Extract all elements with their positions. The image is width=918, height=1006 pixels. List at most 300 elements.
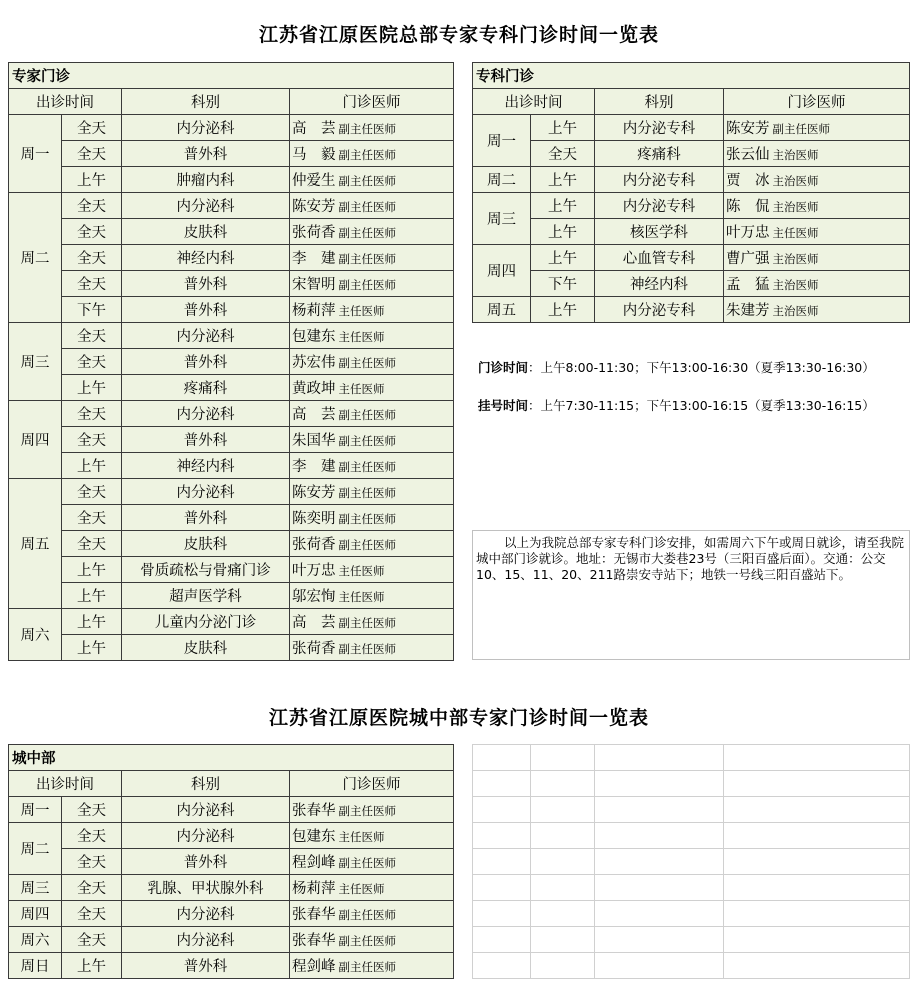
empty-cell xyxy=(531,745,595,771)
doctor-name: 宋智明 xyxy=(292,277,336,293)
doctor-cell xyxy=(290,297,454,323)
doctor-name: 张荷香 xyxy=(292,537,336,553)
dept-cell: 内分泌科 xyxy=(122,823,290,849)
doctor-title: 副主任医师 xyxy=(338,278,396,292)
doctor-title: 副主任医师 xyxy=(338,642,396,656)
empty-cell xyxy=(473,823,531,849)
empty-cell xyxy=(531,823,595,849)
header-time: 出诊时间 xyxy=(9,771,122,797)
doctor-title: 副主任医师 xyxy=(338,356,396,370)
doctor-title: 主治医师 xyxy=(772,304,819,318)
doctor-name: 贾 冰 xyxy=(726,173,770,189)
dept-cell: 普外科 xyxy=(122,271,290,297)
doctor-name: 李 建 xyxy=(292,251,336,267)
main-title: 江苏省江原医院总部专家专科门诊时间一览表 xyxy=(258,24,659,46)
doctor-name: 曹广强 xyxy=(726,251,770,267)
time-cell: 下午 xyxy=(531,271,595,297)
dept-cell: 内分泌科 xyxy=(122,323,290,349)
table-row xyxy=(9,927,454,953)
doctor-cell xyxy=(290,797,454,823)
dept-cell: 神经内科 xyxy=(122,245,290,271)
empty-row xyxy=(473,875,910,901)
doctor-name: 叶万忠 xyxy=(726,225,770,241)
empty-cell xyxy=(595,875,724,901)
doctor-title: 副主任医师 xyxy=(338,122,396,136)
dept-cell: 内分泌科 xyxy=(122,927,290,953)
time-cell: 全天 xyxy=(62,193,122,219)
time-cell: 全天 xyxy=(62,505,122,531)
table-row xyxy=(473,167,910,193)
doctor-name: 叶万忠 xyxy=(292,563,336,579)
day-cell: 周一 xyxy=(9,115,62,193)
dept-cell: 内分泌科 xyxy=(122,901,290,927)
table-row xyxy=(473,219,910,245)
empty-cell xyxy=(531,927,595,953)
empty-row xyxy=(473,771,910,797)
time-cell: 全天 xyxy=(62,927,122,953)
day-cell: 周二 xyxy=(9,823,62,875)
table-row xyxy=(9,141,454,167)
table-row xyxy=(473,193,910,219)
empty-cell xyxy=(724,849,910,875)
doctor-title: 主任医师 xyxy=(338,590,385,604)
time-cell: 全天 xyxy=(62,401,122,427)
time-cell: 上午 xyxy=(531,219,595,245)
doctor-name: 马 毅 xyxy=(292,147,336,163)
clinic-hours-label: 门诊时间 xyxy=(478,360,529,375)
doctor-name: 黄政坤 xyxy=(292,381,336,397)
doctor-title: 主任医师 xyxy=(772,226,819,240)
time-cell: 全天 xyxy=(62,349,122,375)
empty-cell xyxy=(595,927,724,953)
table-row xyxy=(9,557,454,583)
doctor-cell xyxy=(290,927,454,953)
table-row xyxy=(9,427,454,453)
empty-cell xyxy=(531,771,595,797)
doctor-name: 陈安芳 xyxy=(292,485,336,501)
doctor-name: 包建东 xyxy=(292,329,336,345)
time-cell: 全天 xyxy=(62,427,122,453)
empty-cell xyxy=(724,745,910,771)
empty-cell xyxy=(473,875,531,901)
header-doctor: 门诊医师 xyxy=(290,771,454,797)
table-row xyxy=(9,349,454,375)
time-cell: 上午 xyxy=(62,453,122,479)
doctor-title: 副主任医师 xyxy=(338,538,396,552)
time-cell: 全天 xyxy=(62,531,122,557)
empty-cell xyxy=(595,797,724,823)
doctor-name: 张春华 xyxy=(292,803,336,819)
header-dept: 科别 xyxy=(595,89,724,115)
empty-row xyxy=(473,953,910,979)
doctor-name: 高 芸 xyxy=(292,407,336,423)
table-row xyxy=(9,323,454,349)
doctor-title: 主任医师 xyxy=(338,382,385,396)
table-row xyxy=(9,297,454,323)
empty-cell xyxy=(724,927,910,953)
day-cell: 周三 xyxy=(9,323,62,401)
doctor-name: 朱国华 xyxy=(292,433,336,449)
doctor-cell xyxy=(724,141,910,167)
dept-cell: 疼痛科 xyxy=(595,141,724,167)
doctor-title: 主治医师 xyxy=(772,252,819,266)
doctor-cell xyxy=(290,141,454,167)
time-cell: 全天 xyxy=(62,875,122,901)
dept-cell: 内分泌专科 xyxy=(595,167,724,193)
empty-row xyxy=(473,797,910,823)
dept-cell: 内分泌科 xyxy=(122,115,290,141)
dept-cell: 内分泌科 xyxy=(122,797,290,823)
dept-cell: 内分泌专科 xyxy=(595,297,724,323)
dept-cell: 肿瘤内科 xyxy=(122,167,290,193)
doctor-title: 主任医师 xyxy=(338,882,385,896)
dept-cell: 皮肤科 xyxy=(122,219,290,245)
empty-cell xyxy=(531,849,595,875)
hours-info xyxy=(478,358,908,434)
table-row xyxy=(9,953,454,979)
section-label: 专科门诊 xyxy=(473,63,910,89)
table-row xyxy=(473,271,910,297)
doctor-name: 张春华 xyxy=(292,933,336,949)
dept-cell: 内分泌专科 xyxy=(595,193,724,219)
doctor-cell xyxy=(290,349,454,375)
doctor-name: 高 芸 xyxy=(292,615,336,631)
day-cell: 周四 xyxy=(9,401,62,479)
doctor-title: 副主任医师 xyxy=(338,252,396,266)
doctor-title: 副主任医师 xyxy=(338,856,396,870)
doctor-name: 陈 侃 xyxy=(726,199,770,215)
dept-cell: 神经内科 xyxy=(595,271,724,297)
doctor-title: 副主任医师 xyxy=(338,804,396,818)
header-doctor: 门诊医师 xyxy=(290,89,454,115)
doctor-cell xyxy=(290,531,454,557)
header-doctor: 门诊医师 xyxy=(724,89,910,115)
header-time: 出诊时间 xyxy=(473,89,595,115)
doctor-cell xyxy=(290,453,454,479)
table-row xyxy=(9,375,454,401)
doctor-cell xyxy=(290,375,454,401)
doctor-title: 副主任医师 xyxy=(338,512,396,526)
doctor-title: 主治医师 xyxy=(772,148,819,162)
doctor-name: 杨莉萍 xyxy=(292,303,336,319)
dept-cell: 普外科 xyxy=(122,349,290,375)
table-row xyxy=(9,245,454,271)
doctor-cell xyxy=(724,245,910,271)
time-cell: 上午 xyxy=(531,297,595,323)
doctor-cell xyxy=(290,505,454,531)
day-cell: 周六 xyxy=(9,927,62,953)
time-cell: 上午 xyxy=(531,193,595,219)
table-row xyxy=(9,823,454,849)
doctor-title: 副主任医师 xyxy=(338,486,396,500)
table-row xyxy=(9,635,454,661)
clinic-hours-text: ：上午8:00-11:30；下午13:00-16:30（夏季13:30-16:30） xyxy=(528,360,875,375)
day-cell: 周日 xyxy=(9,953,62,979)
table-row xyxy=(9,901,454,927)
doctor-name: 张云仙 xyxy=(726,147,770,163)
doctor-cell xyxy=(290,557,454,583)
empty-cell xyxy=(473,927,531,953)
empty-grid xyxy=(472,744,910,979)
time-cell: 全天 xyxy=(62,219,122,245)
doctor-cell xyxy=(290,271,454,297)
doctor-name: 朱建芳 xyxy=(726,303,770,319)
empty-cell xyxy=(724,823,910,849)
day-cell: 周三 xyxy=(9,875,62,901)
doctor-name: 李 建 xyxy=(292,459,336,475)
doctor-name: 陈安芳 xyxy=(292,199,336,215)
doctor-cell xyxy=(290,167,454,193)
dept-cell: 普外科 xyxy=(122,505,290,531)
empty-cell xyxy=(473,953,531,979)
time-cell: 上午 xyxy=(62,557,122,583)
registration-hours xyxy=(478,396,908,416)
doctor-cell xyxy=(290,193,454,219)
table-row xyxy=(9,479,454,505)
empty-cell xyxy=(595,849,724,875)
empty-cell xyxy=(473,797,531,823)
empty-cell xyxy=(531,875,595,901)
empty-row xyxy=(473,901,910,927)
dept-cell: 心血管专科 xyxy=(595,245,724,271)
dept-cell: 内分泌科 xyxy=(122,401,290,427)
doctor-cell xyxy=(724,297,910,323)
doctor-title: 副主任医师 xyxy=(338,434,396,448)
table-row xyxy=(9,115,454,141)
doctor-cell xyxy=(290,823,454,849)
day-cell: 周六 xyxy=(9,609,62,661)
doctor-title: 副主任医师 xyxy=(338,174,396,188)
table-row xyxy=(9,219,454,245)
empty-cell xyxy=(531,797,595,823)
day-cell: 周五 xyxy=(473,297,531,323)
doctor-name: 包建东 xyxy=(292,829,336,845)
specialty-clinic-table xyxy=(472,62,910,323)
city-title: 江苏省江原医院城中部专家门诊时间一览表 xyxy=(268,707,649,729)
doctor-name: 程剑峰 xyxy=(292,855,336,871)
day-cell: 周二 xyxy=(9,193,62,323)
doctor-cell xyxy=(290,953,454,979)
dept-cell: 普外科 xyxy=(122,297,290,323)
empty-cell xyxy=(595,901,724,927)
empty-cell xyxy=(473,771,531,797)
time-cell: 全天 xyxy=(62,141,122,167)
day-cell: 周四 xyxy=(473,245,531,297)
doctor-name: 陈安芳 xyxy=(726,121,770,137)
expert-clinic-table xyxy=(8,62,454,661)
empty-cell xyxy=(724,901,910,927)
dept-cell: 疼痛科 xyxy=(122,375,290,401)
empty-row xyxy=(473,745,910,771)
notice-box: 以上为我院总部专家专科门诊安排，如需周六下午或周日就诊，请至我院城中部门诊就诊。地址：无锡市大娄巷23号（三阳百盛后面）。交通：公交10、15、11、20、211路崇安寺站下；地铁一号线三阳百盛站下。 xyxy=(472,530,910,660)
doctor-name: 苏宏伟 xyxy=(292,355,336,371)
empty-cell xyxy=(595,745,724,771)
doctor-name: 张荷香 xyxy=(292,641,336,657)
doctor-cell xyxy=(290,219,454,245)
table-row xyxy=(473,245,910,271)
dept-cell: 普外科 xyxy=(122,953,290,979)
dept-cell: 普外科 xyxy=(122,427,290,453)
table-row xyxy=(9,193,454,219)
empty-cell xyxy=(724,797,910,823)
empty-cell xyxy=(531,953,595,979)
time-cell: 上午 xyxy=(531,115,595,141)
header-dept: 科别 xyxy=(122,89,290,115)
clinic-hours xyxy=(478,358,908,378)
doctor-title: 主任医师 xyxy=(338,330,385,344)
time-cell: 下午 xyxy=(62,297,122,323)
table-row xyxy=(9,875,454,901)
doctor-cell xyxy=(724,167,910,193)
empty-cell xyxy=(724,953,910,979)
empty-cell xyxy=(724,875,910,901)
doctor-cell xyxy=(290,901,454,927)
dept-cell: 超声医学科 xyxy=(122,583,290,609)
doctor-title: 副主任医师 xyxy=(338,200,396,214)
table-row xyxy=(473,297,910,323)
empty-cell xyxy=(531,901,595,927)
doctor-title: 副主任医师 xyxy=(338,934,396,948)
time-cell: 上午 xyxy=(62,167,122,193)
table-row xyxy=(9,401,454,427)
section-label: 城中部 xyxy=(9,745,454,771)
dept-cell: 内分泌科 xyxy=(122,479,290,505)
time-cell: 上午 xyxy=(531,245,595,271)
doctor-name: 张春华 xyxy=(292,907,336,923)
day-cell: 周二 xyxy=(473,167,531,193)
doctor-title: 副主任医师 xyxy=(338,616,396,630)
city-clinic-table xyxy=(8,744,454,979)
day-cell: 周一 xyxy=(9,797,62,823)
dept-cell: 皮肤科 xyxy=(122,531,290,557)
dept-cell: 乳腺、甲状腺外科 xyxy=(122,875,290,901)
time-cell: 上午 xyxy=(62,583,122,609)
empty-cell xyxy=(473,849,531,875)
time-cell: 上午 xyxy=(62,375,122,401)
registration-hours-label: 挂号时间 xyxy=(478,398,529,413)
dept-cell: 普外科 xyxy=(122,141,290,167)
empty-cell xyxy=(595,823,724,849)
doctor-cell xyxy=(724,193,910,219)
time-cell: 全天 xyxy=(62,245,122,271)
time-cell: 全天 xyxy=(62,115,122,141)
dept-cell: 核医学科 xyxy=(595,219,724,245)
empty-cell xyxy=(473,901,531,927)
doctor-name: 邬宏恂 xyxy=(292,589,336,605)
doctor-name: 程剑峰 xyxy=(292,959,336,975)
time-cell: 全天 xyxy=(62,323,122,349)
time-cell: 全天 xyxy=(62,901,122,927)
dept-cell: 内分泌专科 xyxy=(595,115,724,141)
time-cell: 上午 xyxy=(62,635,122,661)
table-row xyxy=(9,609,454,635)
doctor-cell xyxy=(724,219,910,245)
header-dept: 科别 xyxy=(122,771,290,797)
time-cell: 全天 xyxy=(62,271,122,297)
time-cell: 上午 xyxy=(62,953,122,979)
doctor-title: 主任医师 xyxy=(338,830,385,844)
empty-row xyxy=(473,849,910,875)
doctor-title: 副主任医师 xyxy=(338,226,396,240)
doctor-cell xyxy=(290,115,454,141)
doctor-name: 陈奕明 xyxy=(292,511,336,527)
table-row xyxy=(9,271,454,297)
day-cell: 周五 xyxy=(9,479,62,609)
doctor-cell xyxy=(290,401,454,427)
table-row xyxy=(9,531,454,557)
doctor-name: 张荷香 xyxy=(292,225,336,241)
time-cell: 全天 xyxy=(531,141,595,167)
doctor-cell xyxy=(290,245,454,271)
doctor-name: 孟 猛 xyxy=(726,277,770,293)
dept-cell: 皮肤科 xyxy=(122,635,290,661)
header-time: 出诊时间 xyxy=(9,89,122,115)
table-row xyxy=(9,797,454,823)
doctor-cell xyxy=(724,271,910,297)
doctor-title: 主治医师 xyxy=(772,278,819,292)
table-row xyxy=(9,167,454,193)
day-cell: 周三 xyxy=(473,193,531,245)
empty-cell xyxy=(595,953,724,979)
table-row xyxy=(473,141,910,167)
doctor-title: 副主任医师 xyxy=(338,148,396,162)
table-row xyxy=(9,583,454,609)
doctor-title: 主任医师 xyxy=(338,304,385,318)
doctor-title: 主任医师 xyxy=(338,564,385,578)
doctor-cell xyxy=(290,635,454,661)
dept-cell: 普外科 xyxy=(122,849,290,875)
dept-cell: 骨质疏松与骨痛门诊 xyxy=(122,557,290,583)
doctor-name: 杨莉萍 xyxy=(292,881,336,897)
doctor-cell xyxy=(290,609,454,635)
doctor-cell xyxy=(290,583,454,609)
doctor-title: 副主任医师 xyxy=(338,960,396,974)
table-row xyxy=(473,115,910,141)
doctor-name: 仲爱生 xyxy=(292,173,336,189)
empty-cell xyxy=(595,771,724,797)
time-cell: 全天 xyxy=(62,797,122,823)
table-row xyxy=(9,505,454,531)
dept-cell: 内分泌科 xyxy=(122,193,290,219)
empty-row xyxy=(473,823,910,849)
table-row xyxy=(9,453,454,479)
time-cell: 全天 xyxy=(62,479,122,505)
empty-cell xyxy=(724,771,910,797)
doctor-title: 主治医师 xyxy=(772,174,819,188)
doctor-cell xyxy=(290,875,454,901)
doctor-title: 副主任医师 xyxy=(338,908,396,922)
doctor-title: 副主任医师 xyxy=(338,408,396,422)
doctor-title: 副主任医师 xyxy=(338,460,396,474)
doctor-cell xyxy=(290,849,454,875)
doctor-cell xyxy=(290,427,454,453)
table-row xyxy=(9,849,454,875)
day-cell: 周一 xyxy=(473,115,531,167)
time-cell: 全天 xyxy=(62,849,122,875)
day-cell: 周四 xyxy=(9,901,62,927)
empty-row xyxy=(473,927,910,953)
doctor-name: 高 芸 xyxy=(292,121,336,137)
doctor-title: 主治医师 xyxy=(772,200,819,214)
dept-cell: 神经内科 xyxy=(122,453,290,479)
doctor-cell xyxy=(724,115,910,141)
doctor-cell xyxy=(290,479,454,505)
time-cell: 上午 xyxy=(62,609,122,635)
section-label: 专家门诊 xyxy=(9,63,454,89)
time-cell: 上午 xyxy=(531,167,595,193)
dept-cell: 儿童内分泌门诊 xyxy=(122,609,290,635)
time-cell: 全天 xyxy=(62,823,122,849)
